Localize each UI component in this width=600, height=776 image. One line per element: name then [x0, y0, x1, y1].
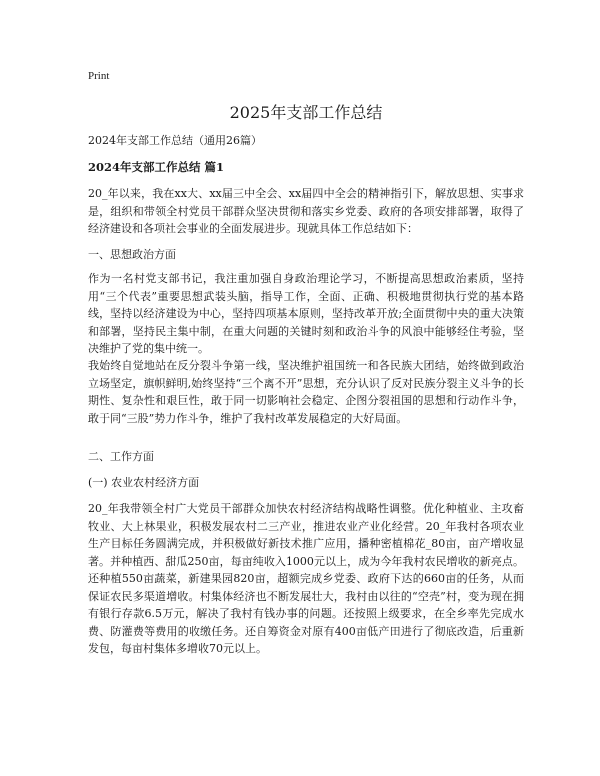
heading-work: 二、工作方面	[88, 450, 154, 463]
section-title: 2024年支部工作总结 篇1	[88, 160, 225, 174]
page-title: 2025年支部工作总结	[229, 103, 383, 122]
paragraph-intro: 20_年以来，我在xx大、xx届三中全会、xx届四中全会的精神指引下，解放思想、实事求是，组织和带领全村党员干部群众坚决贯彻和落实乡党委、政府的各项安排部署，取得了经济建设和各项社会事业的全面发展进步。现就具体工作总结如下：	[88, 187, 524, 235]
paragraph-agriculture: 20_年我带领全村广大党员干部群众加快农村经济结构战略性调整。优化种植业、主攻畜牧业、大上林果业，积极发展农村二三产业，推进农业产业化经营。20_年我村各项农业生产目标任务圆满完成，并积极做好新技术推广应用，播种密植棉花_80亩，亩产增收显著。并种植西、甜瓜250亩，每亩纯收入1000元以上，成为今年我村农民增收的新亮点。还种植550亩蔬菜，新建果园820亩，超额完成乡党委、政府下达的660亩的任务，从而保证农民多渠道增收。村集体经济也不断发展壮大，我村由以往的“空壳”村，变为现在拥有银行存款6.5万元，解决了我村有钱办事的问题。还按照上级要求，在全乡率先完成水费、防灌费等费用的收缴任务。还自筹资金对原有400亩低产田进行了彻底改造，后重新发包，每亩村集体多增收70元以上。	[88, 502, 524, 655]
document-subtitle: 2024年支部工作总结（通用26篇）	[88, 134, 262, 147]
paragraph-political: 作为一名村党支部书记，我注重加强自身政治理论学习，不断提高思想政治素质，坚持用“三个代表”重要思想武装头脑，指导工作，全面、正确、积极地贯彻执行党的基本路线，坚持以经济建设为中心，坚持四项基本原则，坚持改革开放;全面贯彻中央的重大决策和部署，坚持民主集中制，在重大问题的关键时刻和政治斗争的风浪中能够经住考验，坚决维护了党的集中统一。	[88, 272, 524, 355]
heading-political: 一、思想政治方面	[88, 248, 176, 261]
print-link[interactable]: Print	[88, 70, 110, 82]
paragraph-anti-separatism: 我始终自觉地站在反分裂斗争第一线，坚决维护祖国统一和各民族大团结，始终做到政治立场坚定，旗帜鲜明,始终坚持“三个离不开”思想，充分认识了反对民族分裂主义斗争的长期性、复杂性和艰巨性，敢于同一切影响社会稳定、企图分裂祖国的思想和行动作斗争，敢于同“三股”势力作斗争，维护了我村改革发展稳定的大好局面。	[88, 359, 524, 425]
heading-agriculture: (一) 农业农村经济方面	[88, 476, 200, 489]
